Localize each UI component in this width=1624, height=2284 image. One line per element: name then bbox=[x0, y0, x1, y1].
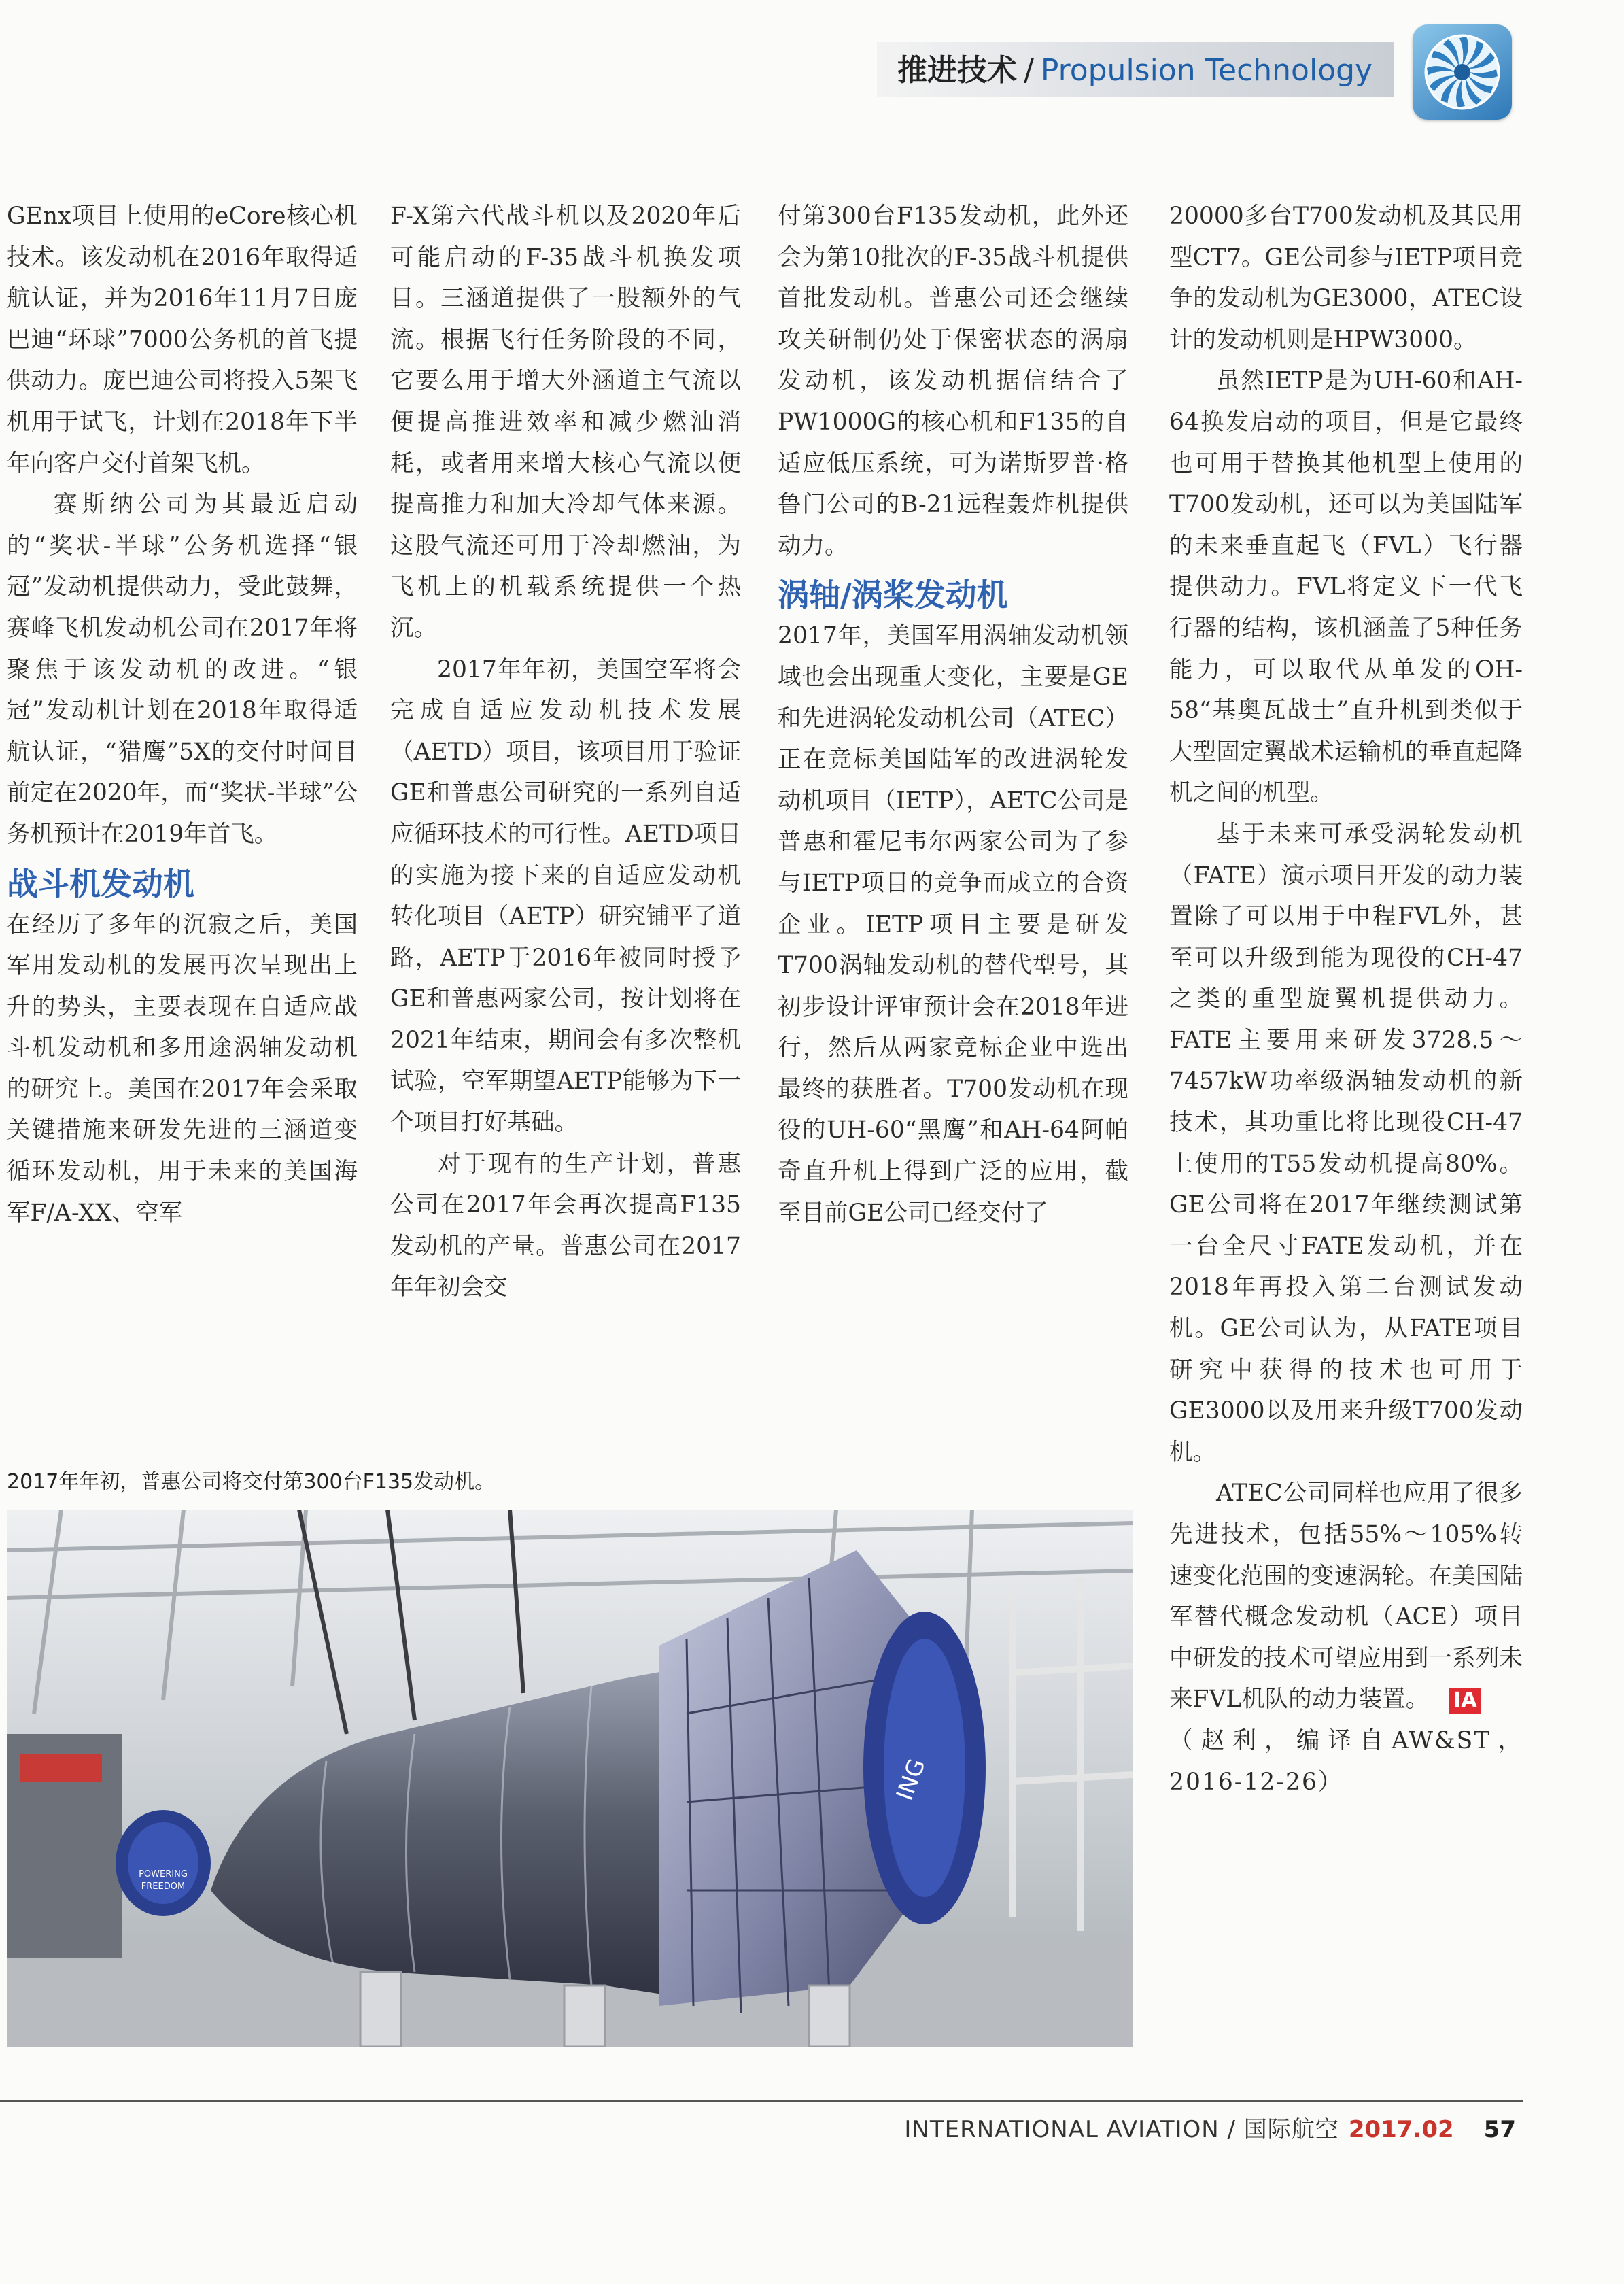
turbofan-icon bbox=[1413, 24, 1512, 120]
article-column-1 bbox=[7, 196, 358, 1233]
section-title-zh: 推进技术 bbox=[897, 53, 1017, 88]
page-footer bbox=[863, 2113, 1516, 2146]
section-heading-turboshaft: 涡轴/涡桨发动机 bbox=[778, 577, 1008, 614]
article-column-4 bbox=[1169, 196, 1523, 1803]
engine-photo bbox=[7, 1510, 1133, 2047]
article-column-2 bbox=[390, 196, 741, 1308]
section-heading-fighter-engines: 战斗机发动机 bbox=[7, 865, 194, 902]
section-title-en: Propulsion Technology bbox=[1040, 53, 1373, 88]
paragraph: 对于现有的生产计划，普惠公司在2017年会再次提高F135发动机的产量。普惠公司在2017年年初会交 bbox=[390, 1150, 741, 1301]
nozzle-cover-text: ING bbox=[891, 1755, 931, 1805]
paragraph: 20000多台T700发动机及其民用型CT7。GE公司参与IETP项目竞争的发动机为GE3000，ATEC设计的发动机则是HPW3000。 bbox=[1169, 203, 1523, 354]
paragraph: 虽然IETP是为UH-60和AH-64换发启动的项目，但是它最终也可用于替换其他机型上使用的T700发动机，还可以为美国陆军的未来垂直起飞（FVL）飞行器提供动力。FVL将定义下一代飞行器的结构，该机涵盖了5种任务能力，可以取代从单发的OH-58“基奥瓦战士”直升机到类似于大型固定翼战术运输机的垂直起降机之间的机型。 bbox=[1169, 367, 1523, 807]
paragraph: 2017年，美国军用涡轴发动机领域也会出现重大变化，主要是GE和先进涡轮发动机公司（ATEC）正在竞标美国陆军的改进涡轮发动机项目（IETP），AETC公司是普惠和霍尼韦尔两家公司为了参与IETP项目的竞争而成立的合资企业。IETP项目主要是研发T700涡轴发动机的替代型号，其初步设计评审预计会在2018年进行，然后从两家竞标企业中选出最终的获胜者。T700发动机在现役的UH-60“黑鹰”和AH-64阿帕奇直升机上得到广泛的应用，截至目前GE公司已经交付了 bbox=[778, 622, 1128, 1227]
paragraph: 在经历了多年的沉寂之后，美国军用发动机的发展再次呈现出上升的势头，主要表现在自适应战斗机发动机和多用途涡轴发动机的研究上。美国在2017年会采取关键措施来研发先进的三涵道变循环发动机，用于未来的美国海军F/A-XX、空军 bbox=[7, 910, 358, 1227]
page-number: 57 bbox=[1483, 2116, 1516, 2143]
paragraph: GEnx项目上使用的eCore核心机技术。该发动机在2016年取得适航认证，并为2016年11月7日庞巴迪“环球”7000公务机的首飞提供动力。庞巴迪公司将投入5架飞机用于试飞，计划在2018年下半年向客户交付首架飞机。 bbox=[7, 203, 358, 477]
magazine-name: INTERNATIONAL AVIATION / 国际航空 bbox=[904, 2116, 1339, 2143]
paragraph: 赛斯纳公司为其最近启动的“奖状-半球”公务机选择“银冠”发动机提供动力，受此鼓舞，赛峰飞机发动机公司在2017年将聚焦于该发动机的改进。“银冠”发动机计划在2018年取得适航认证，“猎鹰”5X的交付时间目前定在2020年，而“奖状-半球”公务机预计在2019年首飞。 bbox=[7, 491, 358, 848]
issue-number: 2017.02 bbox=[1348, 2116, 1454, 2143]
paragraph-text: ATEC公司同样也应用了很多先进技术，包括55%～105%转速变化范围的变速涡轮。在美国陆军替代概念发动机（ACE）项目中研发的技术可望应用到一系列未来FVL机队的动力装置。 bbox=[1169, 1480, 1523, 1714]
paragraph: F-X第六代战斗机以及2020年后可能启动的F-35战斗机换发项目。三涵道提供了一股额外的气流。根据飞行任务阶段的不同，它要么用于增大外涵道主气流以便提高推进效率和减少燃油消耗，或者用来增大核心气流以便提高推力和加大冷却气体来源。这股气流还可用于冷却燃油，为飞机上的机载系统提供一个热沉。 bbox=[390, 203, 741, 642]
end-mark-badge: IA bbox=[1449, 1688, 1481, 1714]
photo-caption: 2017年年初，普惠公司将交付第300台F135发动机。 bbox=[7, 1470, 496, 1494]
footer-rule bbox=[0, 2100, 1523, 2102]
section-header bbox=[897, 49, 1372, 92]
paragraph: 基于未来可承受涡轮发动机（FATE）演示项目开发的动力装置除了可以用于中程FVL外，甚至可以升级到能为现役的CH-47之类的重型旋翼机提供动力。FATE主要用来研发3728.5～7457kW功率级涡轴发动机的新技术，其功重比将比现役CH-47上使用的T55发动机提高80%。GE公司将在2017年继续测试第一台全尺寸FATE发动机，并在2018年再投入第二台测试发动机。GE公司认为，从FATE项目研究中获得的技术也可用于GE3000以及用来升级T700发动机。 bbox=[1169, 820, 1523, 1466]
paragraph bbox=[1169, 1473, 1523, 1720]
badge-text-powering: POWERING bbox=[139, 1869, 188, 1879]
paragraph: 2017年年初，美国空军将会完成自适应发动机技术发展（AETD）项目，该项目用于验证GE和普惠公司研究的一系列自适应循环技术的可行性。AETD项目的实施为接下来的自适应发动机转化项目（AETP）研究铺平了道路，AETP于2016年被同时授予GE和普惠两家公司，按计划将在2021年结束，期间会有多次整机试验，空军期望AETP能够为下一个项目打好基础。 bbox=[390, 655, 741, 1137]
header-separator: / bbox=[1024, 53, 1034, 88]
article-column-3 bbox=[778, 196, 1128, 1233]
source-credit: （赵利，编译自AW&ST，2016-12-26） bbox=[1169, 1726, 1523, 1796]
badge-text-freedom: FREEDOM bbox=[141, 1881, 186, 1892]
paragraph: 付第300台F135发动机，此外还会为第10批次的F-35战斗机提供首批发动机。普惠公司还会继续攻关研制仍处于保密状态的涡扇发动机，该发动机据信结合了PW1000G的核心机和F135的自适应低压系统，可为诺斯罗普·格鲁门公司的B-21远程轰炸机提供动力。 bbox=[778, 203, 1128, 560]
